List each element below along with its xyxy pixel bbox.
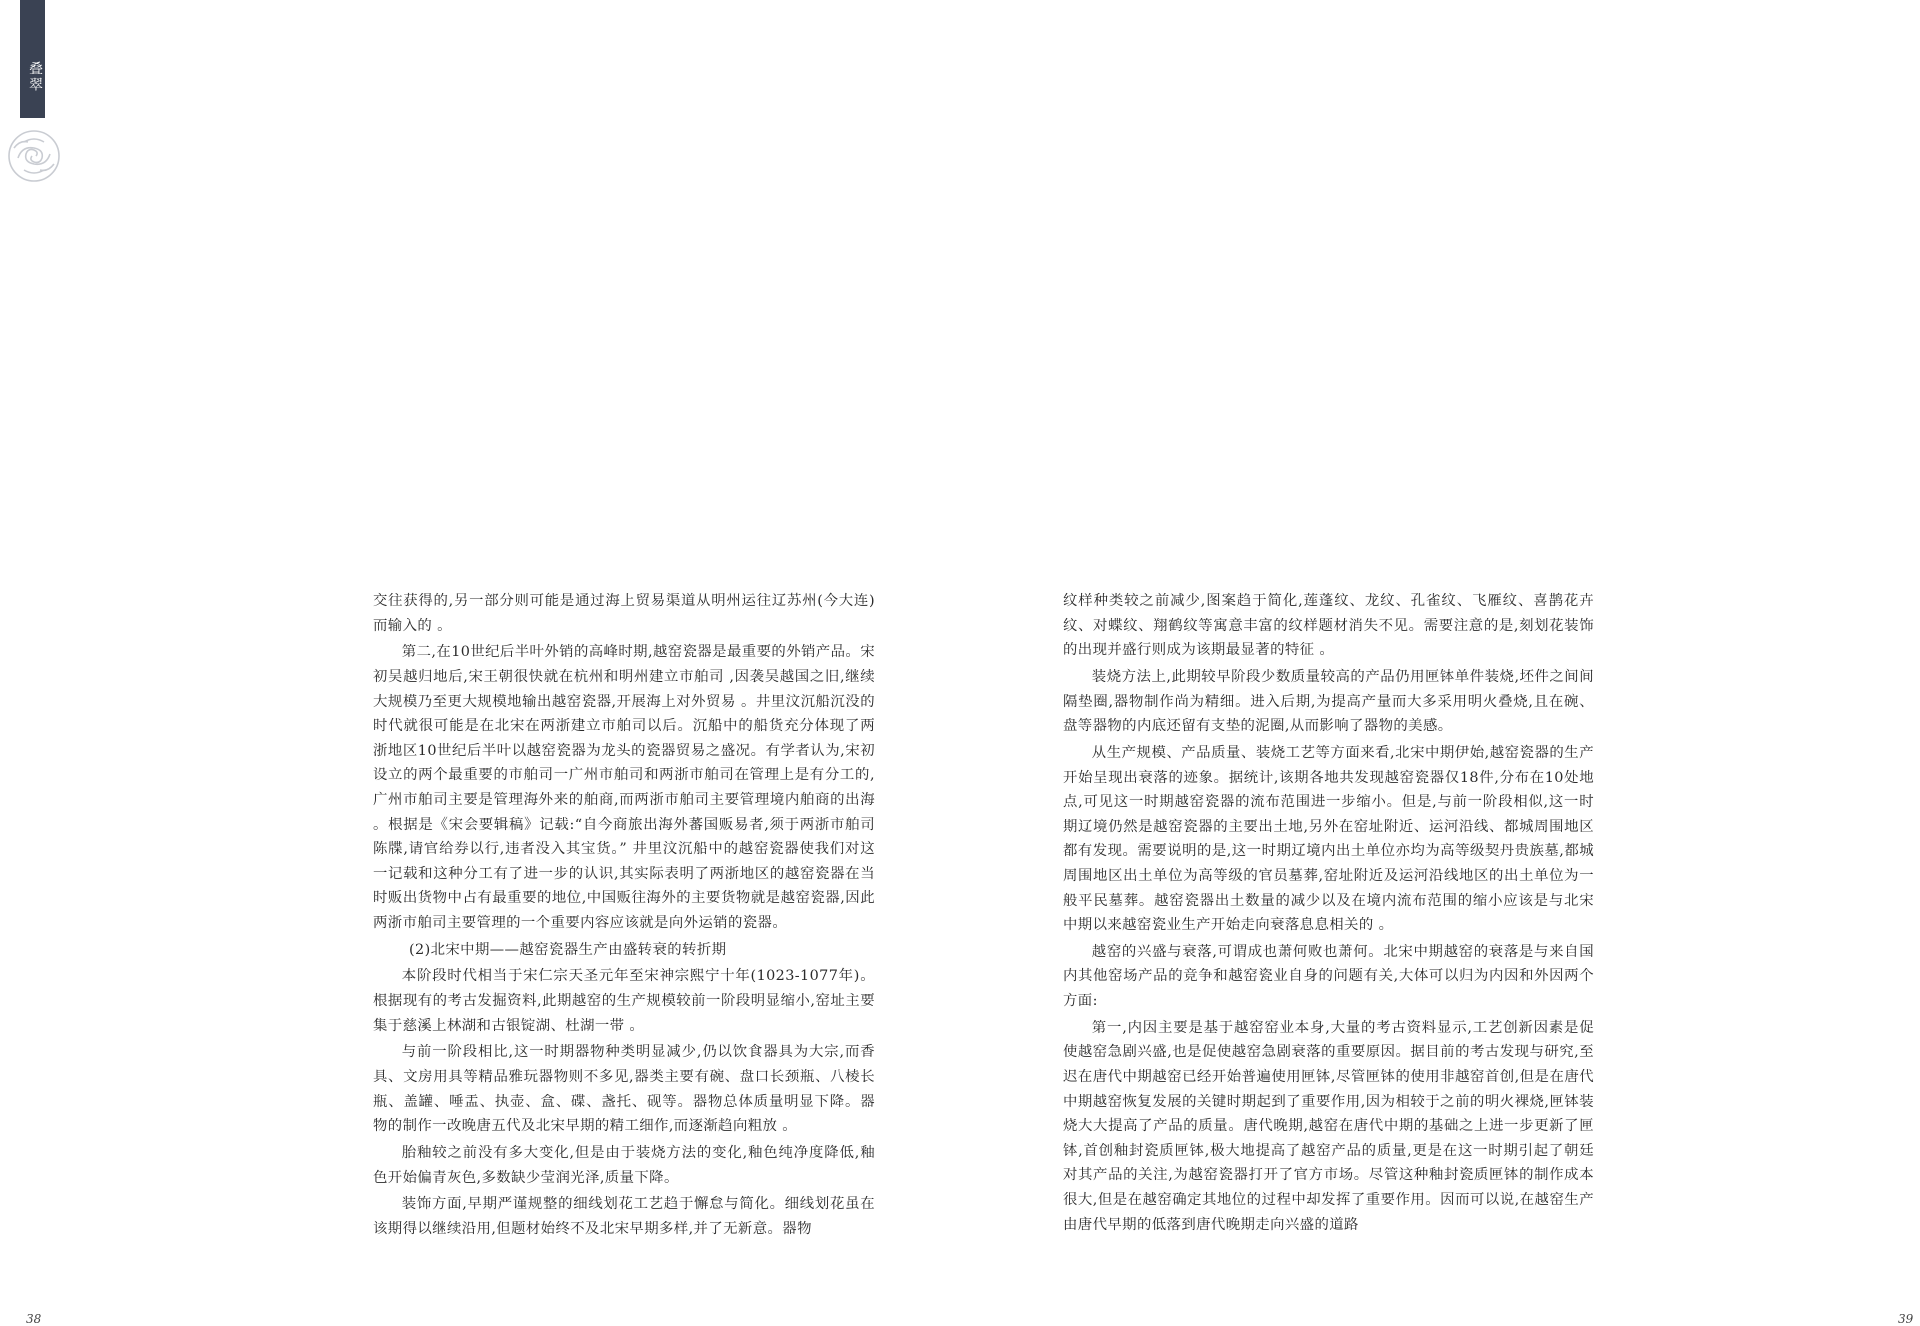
- paragraph: 交往获得的,另一部分则可能是通过海上贸易渠道从明州运往辽苏州(今大连)而输入的 。: [373, 593, 875, 634]
- paragraph: 第二,在10世纪后半叶外销的高峰时期,越窑瓷器是最重要的外销产品。宋初吴越归地后,宋王朝很快就在杭州和明州建立市舶司 ,因袭吴越国之旧,继续大规模乃至更大规模地输出越窑瓷器,开展海上对外贸易 。井里汶沉船沉没的时代就很可能是在北宋在两浙建立市舶司以后。沉船中的船货充分体现了两浙地区10世纪后半叶以越窑瓷器为龙头的瓷器贸易之盛况。有学者认为,宋初设立的两个最重要的市舶司一广州市舶司和两浙市舶司在管理上是有分工的,广州市舶司主要是管理海外来的舶商,而两浙市舶司主要管理境内舶商的出海 。根据是《宋会要辑稿》记载:“自今商旅出海外蕃国贩易者,须于两浙市舶司陈牒,请官给券以行,违者没入其宝货。” 井里汶沉船中的越窑瓷器使我们对这一记载和这种分工有了进一步的认识,其实际表明了两浙地区的越窑瓷器在当时贩出货物中占有最重要的地位,中国贩往海外的主要货物就是越窑瓷器,因此两浙市舶司主要管理的一个重要内容应该就是向外运销的瓷器。: [373, 644, 875, 931]
- paragraph: 从生产规模、产品质量、装烧工艺等方面来看,北宋中期伊始,越窑瓷器的生产开始呈现出衰落的迹象。据统计,该期各地共发现越窑瓷器仅18件,分布在10处地点,可见这一时期越窑瓷器的流布范围进一步缩小。但是,与前一阶段相似,这一时期辽境仍然是越窑瓷器的主要出土地,另外在窑址附近、运河沿线、都城周围地区都有发现。需要说明的是,这一时期辽境内出土单位亦均为高等级契丹贵族墓,都城周围地区出土单位为高等级的官员墓葬,窑址附近及运河沿线地区的出土单位为一般平民墓葬。越窑瓷器出土数量的减少以及在境内流布范围的缩小应该是与北宋中期以来越窑瓷业生产开始走向衰落息息相关的 。: [1063, 744, 1594, 934]
- page-number-left: 38: [26, 1312, 42, 1326]
- paragraph: 装饰方面,早期严谨规整的细线划花工艺趋于懈怠与简化。细线划花虽在该期得以继续沿用,但题材始终不及北宋早期多样,并了无新意。器物: [373, 1196, 875, 1237]
- page-number-right: 39: [1898, 1312, 1914, 1326]
- paragraph: 装烧方法上,此期较早阶段少数质量较高的产品仍用匣钵单件装烧,坯件之间间隔垫圈,器物制作尚为精细。进入后期,为提高产量而大多采用明火叠烧,且在碗、盘等器物的内底还留有支垫的泥圈,从而影响了器物的美感。: [1063, 668, 1594, 735]
- cloud-scroll-emblem-icon: [4, 126, 64, 186]
- paragraph: 纹样种类较之前减少,图案趋于简化,莲蓬纹、龙纹、孔雀纹、飞雁纹、喜鹊花卉纹、对蝶纹、翔鹤纹等寓意丰富的纹样题材消失不见。需要注意的是,刻划花装饰的出现并盛行则成为该期最显著的特征 。: [1063, 593, 1594, 659]
- paragraph: 本阶段时代相当于宋仁宗天圣元年至宋神宗熙宁十年(1023-1077年)。根据现有的考古发掘资料,此期越窑的生产规模较前一阶段明显缩小,窑址主要集于慈溪上林湖和古银锭湖、杜湖一带 。: [373, 968, 875, 1034]
- right-page-body: [1063, 589, 1594, 1239]
- paragraph: 越窑的兴盛与衰落,可谓成也萧何败也萧何。北宋中期越窑的衰落是与来自国内其他窑场产品的竞争和越窑瓷业自身的问题有关,大体可以归为内因和外因两个方面:: [1063, 943, 1594, 1010]
- left-page-body: [373, 589, 875, 1244]
- paragraph: 胎釉较之前没有多大变化,但是由于装烧方法的变化,釉色纯净度降低,釉色开始偏青灰色,多数缺少莹润光泽,质量下降。: [373, 1145, 875, 1186]
- paragraph: 第一,内因主要是基于越窑窑业本身,大量的考古资料显示,工艺创新因素是促使越窑急剧兴盛,也是促使越窑急剧衰落的重要原因。据目前的考古发现与研究,至迟在唐代中期越窑已经开始普遍使用匣钵,尽管匣钵的使用非越窑首创,但是在唐代中期越窑恢复发展的关键时期起到了重要作用,因为相较于之前的明火裸烧,匣钵装烧大大提高了产品的质量。唐代晚期,越窑在唐代中期的基础之上进一步更新了匣钵,首创釉封瓷质匣钵,极大地提高了越窑产品的质量,更是在这一时期引起了朝廷对其产品的关注,为越窑瓷器打开了官方市场。尽管这种釉封瓷质匣钵的制作成本很大,但是在越窑确定其地位的过程中却发挥了重要作用。因而可以说,在越窑生产由唐代早期的低落到唐代晚期走向兴盛的道路: [1063, 1019, 1594, 1233]
- paragraph: 与前一阶段相比,这一时期器物种类明显减少,仍以饮食器具为大宗,而香具、文房用具等精品雅玩器物则不多见,器类主要有碗、盘口长颈瓶、八棱长瓶、盖罐、唾盂、执壶、盒、碟、盏托、砚等。器物总体质量明显下降。器物的制作一改晚唐五代及北宋早期的精工细作,而逐渐趋向粗放 。: [373, 1044, 875, 1135]
- section-heading: (2)北宋中期——越窑瓷器生产由盛转衰的转折期: [409, 941, 727, 958]
- running-head-tab: 叠翠: [20, 0, 45, 118]
